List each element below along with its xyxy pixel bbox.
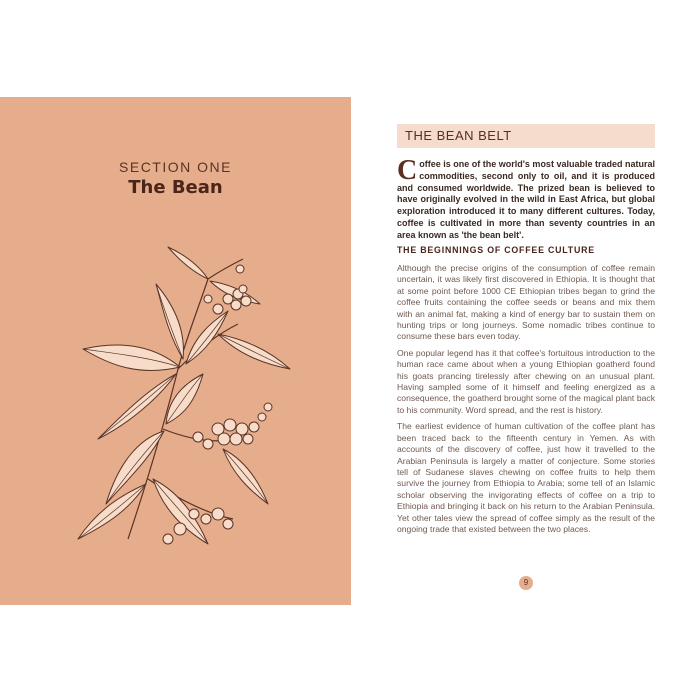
- subheading: THE BEGINNINGS OF COFFEE CULTURE: [397, 245, 595, 255]
- right-page: [351, 97, 700, 605]
- body-paragraph: Although the precise origins of the consumption of coffee remain uncertain, it was likely first discovered in Ethiopia. It is thought that at some point before 1000 CE Ethiopian tribes began to grind the coffee fruits containing the coffee seeds or beans and mix them with an animal fat, making a kind of energy bar to sustain them on hunting trips or long journeys. Some nomadic tribes continue to consume these bars even today.: [397, 263, 655, 342]
- left-page: [0, 97, 351, 605]
- intro-text: offee is one of the world's most valuable traded natural commodities, second only to oil, and it is produced and consumed worldwide. The prized bean is believed to have originally evolved in the wild in East Africa, but global exploration introduced it to many different cultures. Today, coffee is cultivated in more than seventy countries in an area known as 'the bean belt'.: [397, 159, 655, 240]
- section-header-bar: [397, 124, 655, 148]
- body-paragraph: The earliest evidence of human cultivation of the coffee plant has been traced back to the fifteenth century in Yemen. As with accounts of the discovery of coffee, just how it travelled to the Arabian Peninsula is largely a matter of conjecture. Some stories tell of Sudanese slaves chewing on coffee fruits to help them survive the journey from Ethiopia to Arabia; some tell of an Islamic scholar observing the invigorating effects of coffee on a trip to Ethiopia and bringing it back on his return to the Arabian Peninsula. Yet other tales view the spread of coffee simply as the result of the ongoing trade that existed between the two places.: [397, 421, 655, 534]
- section-title: The Bean: [128, 177, 223, 198]
- drop-cap: C: [397, 155, 418, 186]
- body-text: [397, 263, 655, 540]
- section-header: THE BEAN BELT: [405, 128, 512, 143]
- section-label: SECTION ONE: [119, 159, 232, 175]
- coffee-branch-illustration: [68, 239, 300, 579]
- page-number: 9: [519, 576, 533, 590]
- intro-paragraph: [397, 155, 655, 242]
- body-paragraph: One popular legend has it that coffee's fortuitous introduction to the human race came about when a young Ethiopian goatherd found his goats prancing tirelessly after chewing on an unusual plant. Having sampled some of it himself and feeling energized as a consequence, the goatherd brought some of the magical plant back to his community. Word spread, and the rest is history.: [397, 347, 655, 415]
